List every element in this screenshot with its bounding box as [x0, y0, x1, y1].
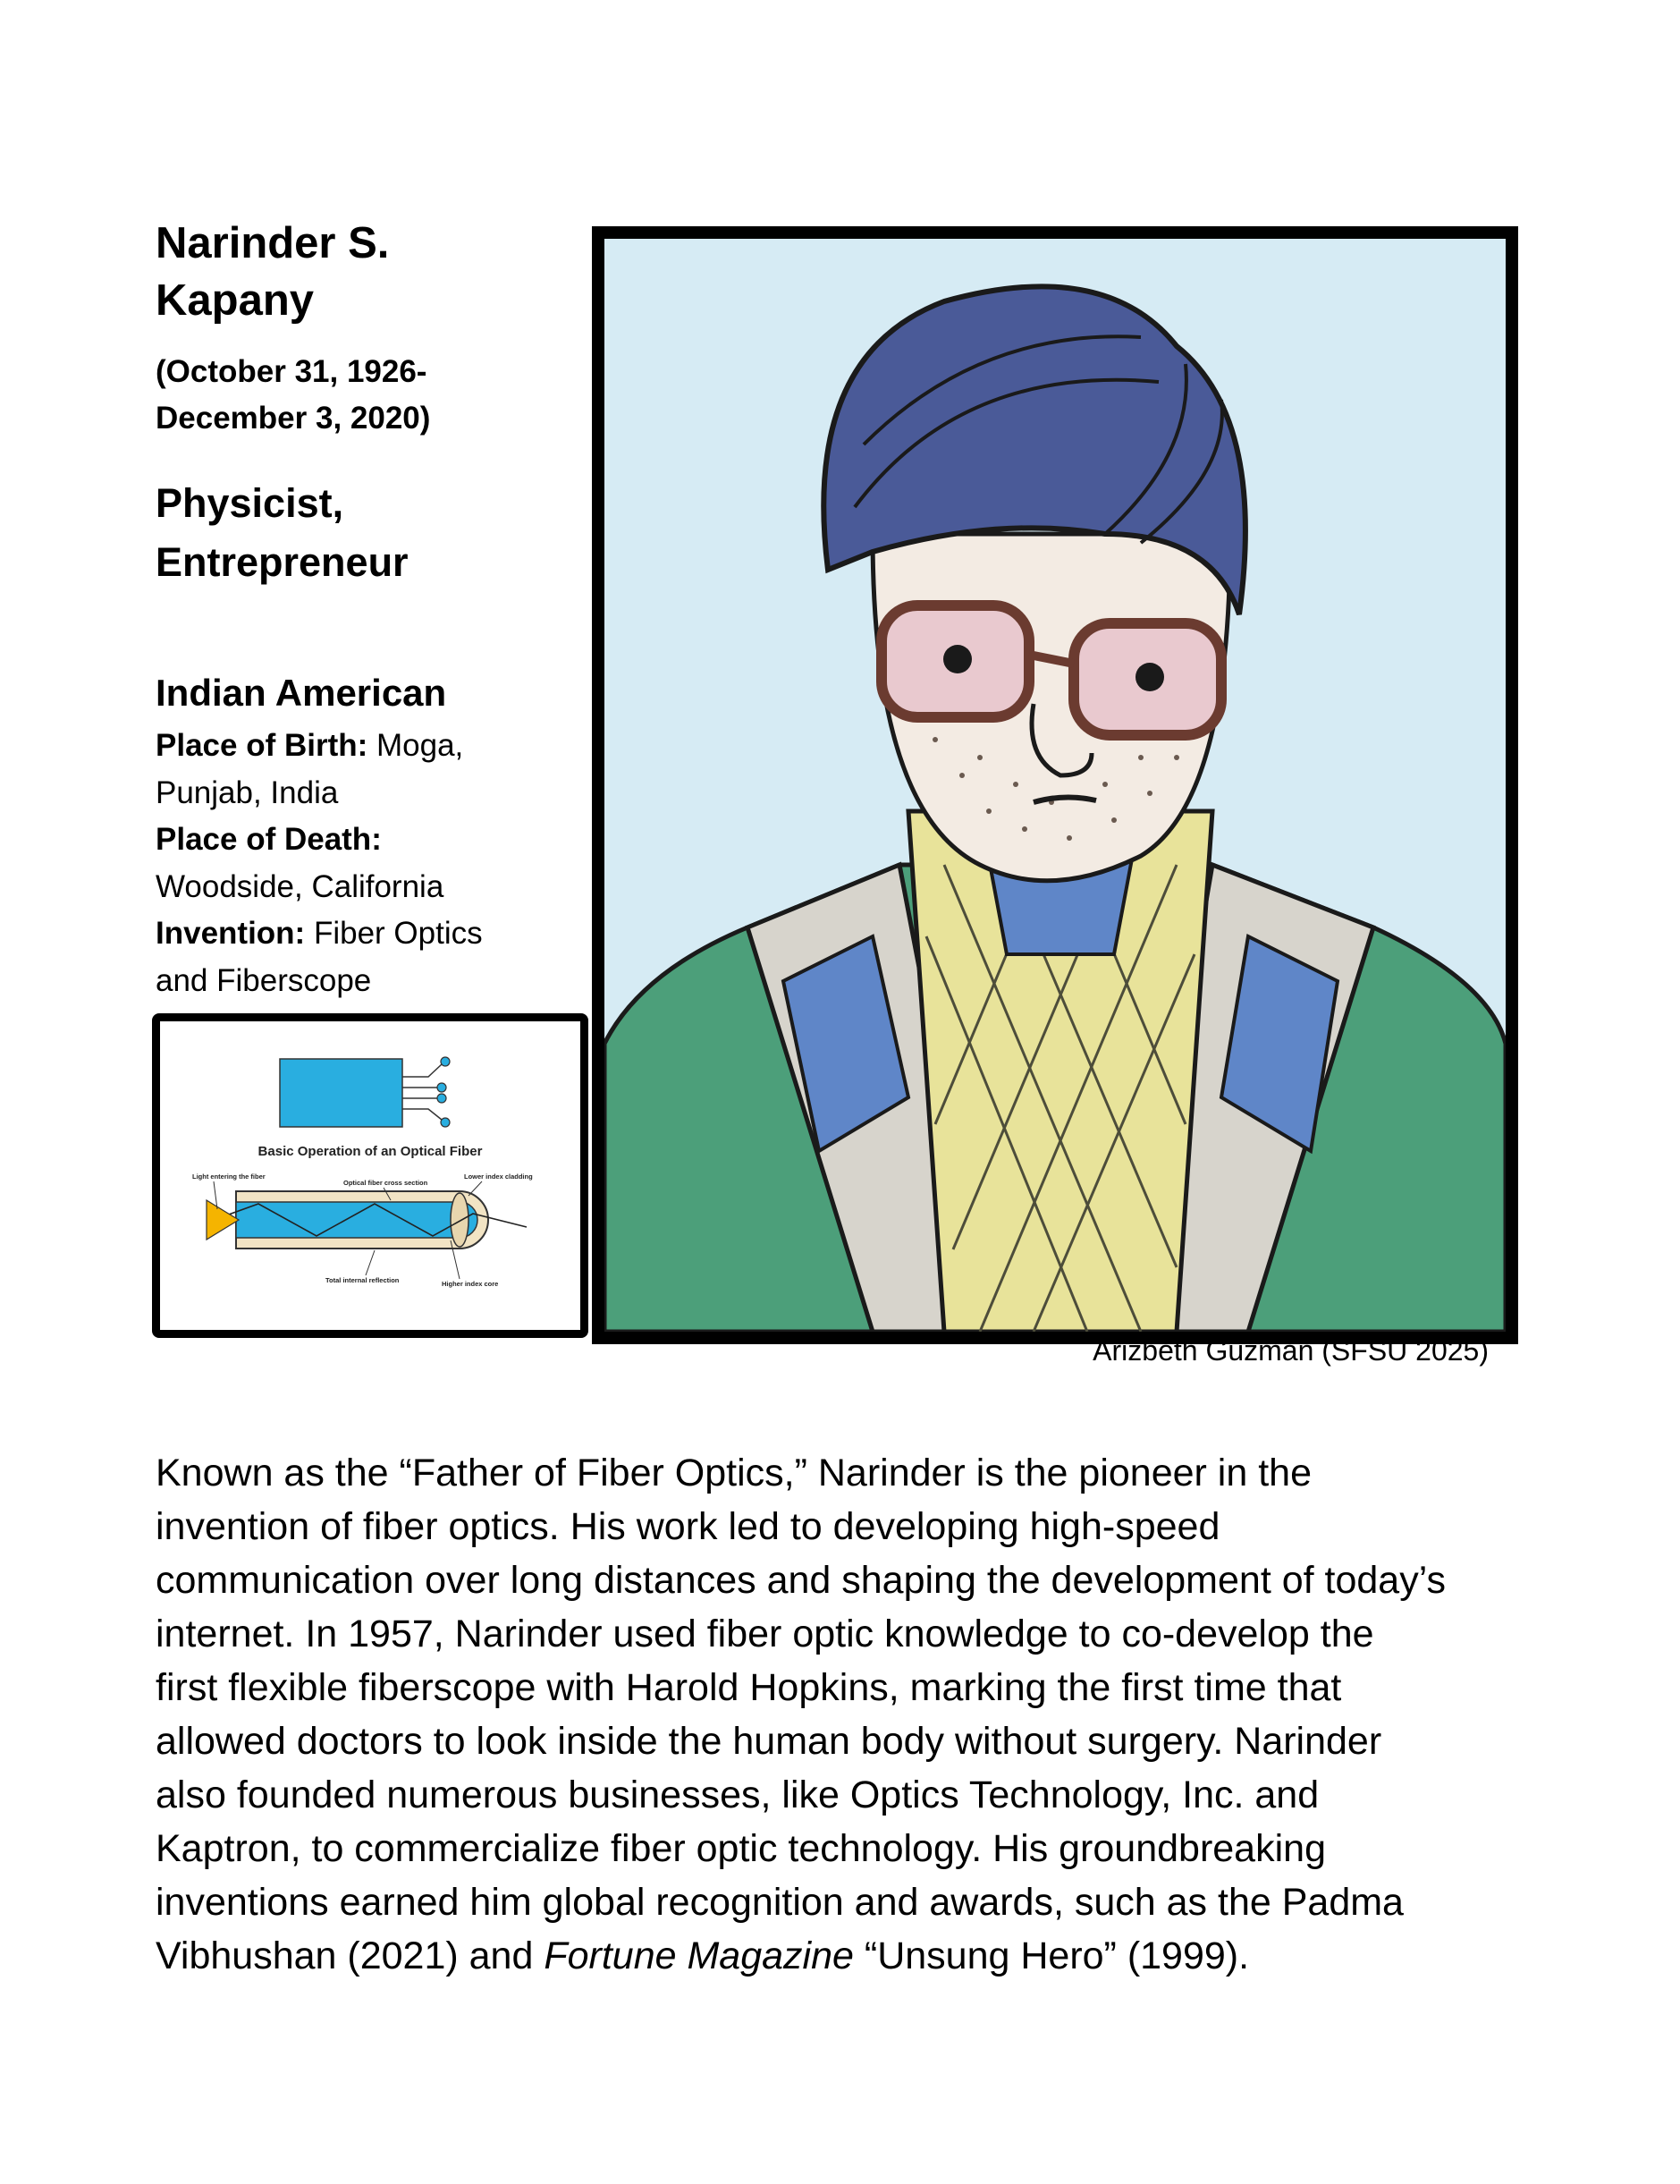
birth-label: Place of Birth:	[156, 728, 368, 763]
heritage: Indian American	[156, 672, 447, 714]
biography-paragraph	[156, 1446, 1532, 1983]
portrait-drawing	[592, 226, 1518, 1344]
bio-line: invention of fiber optics. His work led to developing high-speed	[156, 1505, 1220, 1548]
invention-fact	[156, 910, 549, 958]
life-dates	[156, 349, 549, 442]
label-total-reflection: Total internal reflection	[325, 1276, 400, 1284]
name-line-1: Narinder S.	[156, 219, 390, 267]
bio-line: allowed doctors to look inside the human body without surgery. Narinder	[156, 1720, 1382, 1763]
invention-label: Invention:	[156, 916, 306, 951]
profession	[156, 474, 549, 592]
portrait-svg	[604, 239, 1506, 1332]
birth-value-cont: Punjab, India	[156, 775, 339, 810]
bio-line: inventions earned him global recognition and awards, such as the Padma	[156, 1881, 1404, 1924]
diagram-title: Basic Operation of an Optical Fiber	[257, 1144, 483, 1159]
death-value: Woodside, California	[156, 868, 444, 904]
name-line-2: Kapany	[156, 276, 315, 325]
death-label: Place of Death:	[156, 822, 382, 857]
dates-line-2: December 3, 2020)	[156, 401, 431, 436]
optical-fiber-diagram	[152, 1013, 588, 1338]
label-light-entering: Light entering the fiber	[192, 1172, 266, 1181]
death-fact	[156, 817, 549, 864]
light-source-cone	[207, 1200, 239, 1240]
invention-value-cont: and Fiberscope	[156, 962, 372, 998]
bio-line-text: Vibhushan (2021) and	[156, 1934, 545, 1977]
bio-line: Kaptron, to commercialize fiber optic technology. His groundbreaking	[156, 1827, 1326, 1870]
fiber-core	[236, 1202, 477, 1238]
bio-line: communication over long distances and shaping the development of today’s	[156, 1559, 1446, 1602]
magazine-title: Fortune Magazine	[544, 1934, 854, 1977]
dates-line-1: (October 31, 1926-	[156, 354, 427, 389]
role-line-1: Physicist,	[156, 480, 344, 526]
bio-line: internet. In 1957, Narinder used fiber optic knowledge to co-develop the	[156, 1613, 1374, 1655]
label-cross-section: Optical fiber cross section	[343, 1179, 428, 1187]
label-core: Higher index core	[442, 1280, 499, 1288]
birth-value: Moga,	[367, 728, 464, 763]
label-cladding: Lower index cladding	[464, 1172, 533, 1181]
bio-line: first flexible fiberscope with Harold Hopkins, marking the first time that	[156, 1666, 1342, 1709]
birth-fact	[156, 723, 549, 770]
bio-line-text: “Unsung Hero” (1999).	[853, 1934, 1250, 1977]
invention-value: Fiber Optics	[305, 916, 483, 951]
bio-line	[156, 1929, 1532, 1983]
output-fibers	[402, 1064, 442, 1120]
artist-credit: Arizbeth Guzman (SFSU 2025)	[1093, 1334, 1489, 1367]
bio-line: also founded numerous businesses, like Optics Technology, Inc. and	[156, 1773, 1320, 1816]
bio-line: Known as the “Father of Fiber Optics,” Narinder is the pioneer in the	[156, 1452, 1313, 1494]
light-source-block	[280, 1059, 402, 1127]
facts-list	[156, 723, 549, 1004]
role-line-2: Entrepreneur	[156, 539, 409, 585]
fiber-cross-section	[451, 1193, 469, 1247]
person-name	[156, 215, 531, 329]
fiber-diagram-svg	[160, 1021, 580, 1330]
